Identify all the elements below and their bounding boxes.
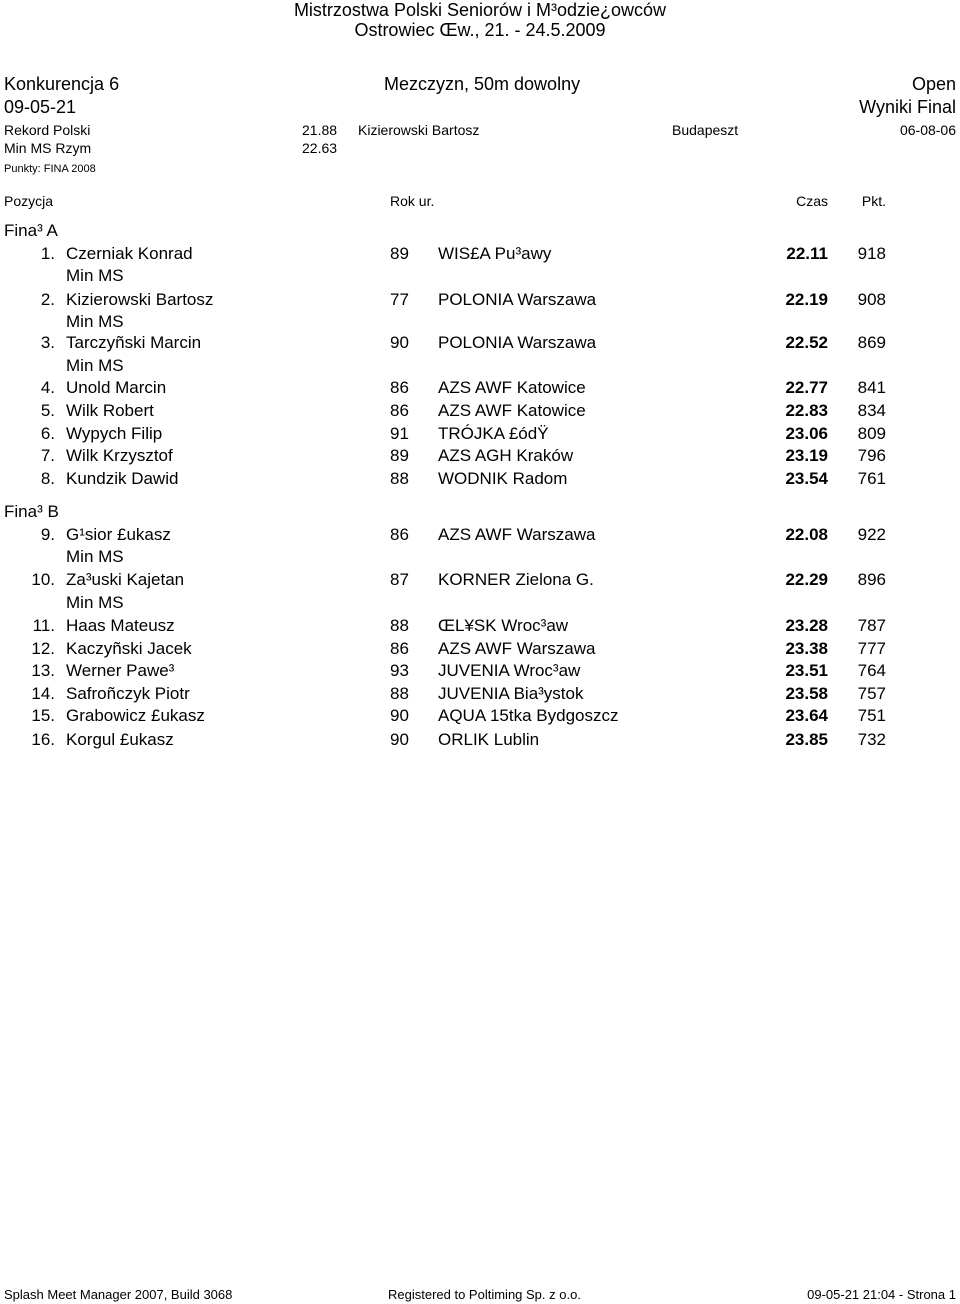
club: POLONIA Warszawa	[438, 333, 597, 352]
points: 896	[857, 570, 886, 589]
qualification-note	[0, 547, 960, 569]
time: 23.06	[785, 424, 828, 443]
table-row	[0, 333, 960, 355]
club: KORNER Zielona G.	[438, 570, 594, 589]
swimmer-name: Wypych Filip	[66, 424, 163, 443]
time: 22.52	[785, 333, 828, 352]
result-type: Wyniki Final	[859, 97, 956, 117]
swimmer-name: G¹sior £ukasz	[66, 525, 171, 544]
qualification-label: Min MS	[66, 266, 124, 285]
year-of-birth: 91	[390, 424, 409, 443]
swimmer-name: Haas Mateusz	[66, 616, 175, 635]
rank: 10.	[31, 570, 55, 589]
table-row	[0, 639, 960, 661]
club: TRÓJKA £ódŸ	[438, 424, 549, 443]
points: 908	[857, 290, 886, 309]
points: 809	[857, 424, 886, 443]
rank: 2.	[40, 290, 55, 309]
time: 23.38	[785, 639, 828, 658]
column-position: Pozycja	[4, 193, 54, 209]
points: 922	[857, 525, 886, 544]
points: 761	[857, 469, 886, 488]
time: 22.77	[785, 378, 828, 397]
club: AZS AWF Katowice	[438, 378, 586, 397]
table-row	[0, 401, 960, 423]
final-b-label: Fina³ B	[4, 502, 59, 521]
year-of-birth: 77	[390, 290, 409, 309]
club: AZS AWF Warszawa	[438, 525, 596, 544]
table-row	[0, 730, 960, 752]
rank: 1.	[40, 244, 55, 263]
rank: 6.	[40, 424, 55, 443]
year-of-birth: 90	[390, 730, 409, 749]
year-of-birth: 87	[390, 570, 409, 589]
year-of-birth: 86	[390, 378, 409, 397]
swimmer-name: Korgul £ukasz	[66, 730, 174, 749]
footer-software: Splash Meet Manager 2007, Build 3068	[4, 1287, 233, 1302]
table-row	[0, 706, 960, 728]
year-of-birth: 86	[390, 639, 409, 658]
club: POLONIA Warszawa	[438, 290, 597, 309]
rank: 15.	[31, 706, 55, 725]
time: 23.85	[785, 730, 828, 749]
rank: 9.	[40, 525, 55, 544]
time: 23.19	[785, 446, 828, 465]
qualification-note	[0, 266, 960, 288]
time: 23.64	[785, 706, 828, 725]
time: 22.29	[785, 570, 828, 589]
rank: 7.	[40, 446, 55, 465]
table-row	[0, 684, 960, 706]
rank: 13.	[31, 661, 55, 680]
column-time: Czas	[796, 193, 828, 209]
swimmer-name: Wilk Krzysztof	[66, 446, 173, 465]
club: AZS AGH Kraków	[438, 446, 574, 465]
time: 23.58	[785, 684, 828, 703]
table-row	[0, 290, 960, 312]
points: 764	[857, 661, 886, 680]
event-date: 09-05-21	[4, 97, 77, 117]
table-row	[0, 424, 960, 446]
club: ŒL¥SK Wroc³aw	[438, 616, 569, 635]
event-category: Open	[911, 74, 956, 94]
points: 757	[857, 684, 886, 703]
time: 22.83	[785, 401, 828, 420]
event-name: Mezczyzn, 50m dowolny	[384, 74, 581, 94]
club: JUVENIA Wroc³aw	[438, 661, 581, 680]
footer-timestamp-page: 09-05-21 21:04 - Strona 1	[807, 1287, 956, 1302]
swimmer-name: Grabowicz £ukasz	[66, 706, 205, 725]
points: 787	[857, 616, 886, 635]
points: 841	[857, 378, 886, 397]
table-row	[0, 446, 960, 468]
qualification-note	[0, 312, 960, 334]
points: 777	[857, 639, 886, 658]
year-of-birth: 90	[390, 706, 409, 725]
points: 834	[857, 401, 886, 420]
polish-record-label: Rekord Polski	[4, 122, 91, 138]
time: 23.28	[785, 616, 828, 635]
table-row	[0, 570, 960, 592]
table-row	[0, 244, 960, 266]
event-number: Konkurencja 6	[4, 74, 120, 94]
rank: 3.	[40, 333, 55, 352]
points: 751	[857, 706, 886, 725]
time: 22.11	[786, 244, 828, 263]
time: 22.19	[785, 290, 828, 309]
swimmer-name: Za³uski Kajetan	[66, 570, 185, 589]
swimmer-name: Czerniak Konrad	[66, 244, 193, 263]
club: JUVENIA Bia³ystok	[438, 684, 584, 703]
year-of-birth: 88	[390, 616, 409, 635]
column-points: Pkt.	[861, 193, 886, 209]
points: 796	[857, 446, 886, 465]
swimmer-name: Kundzik Dawid	[66, 469, 179, 488]
qualification-note	[0, 356, 960, 378]
min-ms-label: Min MS Rzym	[4, 140, 92, 156]
rank: 11.	[32, 616, 55, 635]
qualification-label: Min MS	[66, 356, 124, 375]
rank: 14.	[31, 684, 55, 703]
qualification-label: Min MS	[66, 593, 124, 612]
time: 23.54	[785, 469, 828, 488]
points: 732	[857, 730, 886, 749]
table-row	[0, 378, 960, 400]
swimmer-name: Tarczyñski Marcin	[66, 333, 202, 352]
year-of-birth: 86	[390, 401, 409, 420]
min-ms-time: 22.63	[302, 140, 338, 156]
swimmer-name: Kaczyñski Jacek	[66, 639, 192, 658]
meet-title: Mistrzostwa Polski Seniorów i M³odzie¿owców	[293, 0, 667, 20]
rank: 5.	[40, 401, 55, 420]
table-row	[0, 525, 960, 547]
final-a-label: Fina³ A	[4, 221, 58, 240]
polish-record-holder: Kizierowski Bartosz	[358, 122, 480, 138]
rank: 8.	[40, 469, 55, 488]
swimmer-name: Wilk Robert	[66, 401, 154, 420]
club: ORLIK Lublin	[438, 730, 540, 749]
qualification-label: Min MS	[66, 547, 124, 566]
time: 23.51	[785, 661, 828, 680]
points-basis: Punkty: FINA 2008	[4, 163, 96, 175]
year-of-birth: 89	[390, 244, 409, 263]
year-of-birth: 90	[390, 333, 409, 352]
time: 22.08	[785, 525, 828, 544]
club: WODNIK Radom	[438, 469, 568, 488]
meet-location-date: Ostrowiec Œw., 21. - 24.5.2009	[354, 20, 606, 40]
points: 869	[857, 333, 886, 352]
club: AZS AWF Warszawa	[438, 639, 596, 658]
footer-registered: Registered to Poltiming Sp. z o.o.	[388, 1287, 581, 1302]
table-row	[0, 469, 960, 491]
polish-record-time: 21.88	[302, 122, 338, 138]
column-yob: Rok ur.	[390, 193, 435, 209]
year-of-birth: 93	[390, 661, 409, 680]
year-of-birth: 88	[390, 684, 409, 703]
rank: 16.	[31, 730, 55, 749]
club: AZS AWF Katowice	[438, 401, 586, 420]
swimmer-name: Werner Pawe³	[66, 661, 175, 680]
qualification-note	[0, 593, 960, 615]
rank: 4.	[40, 378, 55, 397]
points: 918	[857, 244, 886, 263]
table-row	[0, 616, 960, 638]
rank: 12.	[31, 639, 55, 658]
table-row	[0, 661, 960, 683]
year-of-birth: 89	[390, 446, 409, 465]
qualification-label: Min MS	[66, 312, 124, 331]
swimmer-name: Kizierowski Bartosz	[66, 290, 214, 309]
swimmer-name: Unold Marcin	[66, 378, 167, 397]
swimmer-name: Safroñczyk Piotr	[66, 684, 190, 703]
polish-record-place: Budapeszt	[672, 122, 739, 138]
year-of-birth: 86	[390, 525, 409, 544]
club: AQUA 15tka Bydgoszcz	[438, 706, 619, 725]
polish-record-date: 06-08-06	[899, 122, 956, 138]
year-of-birth: 88	[390, 469, 409, 488]
club: WIS£A Pu³awy	[438, 244, 552, 263]
